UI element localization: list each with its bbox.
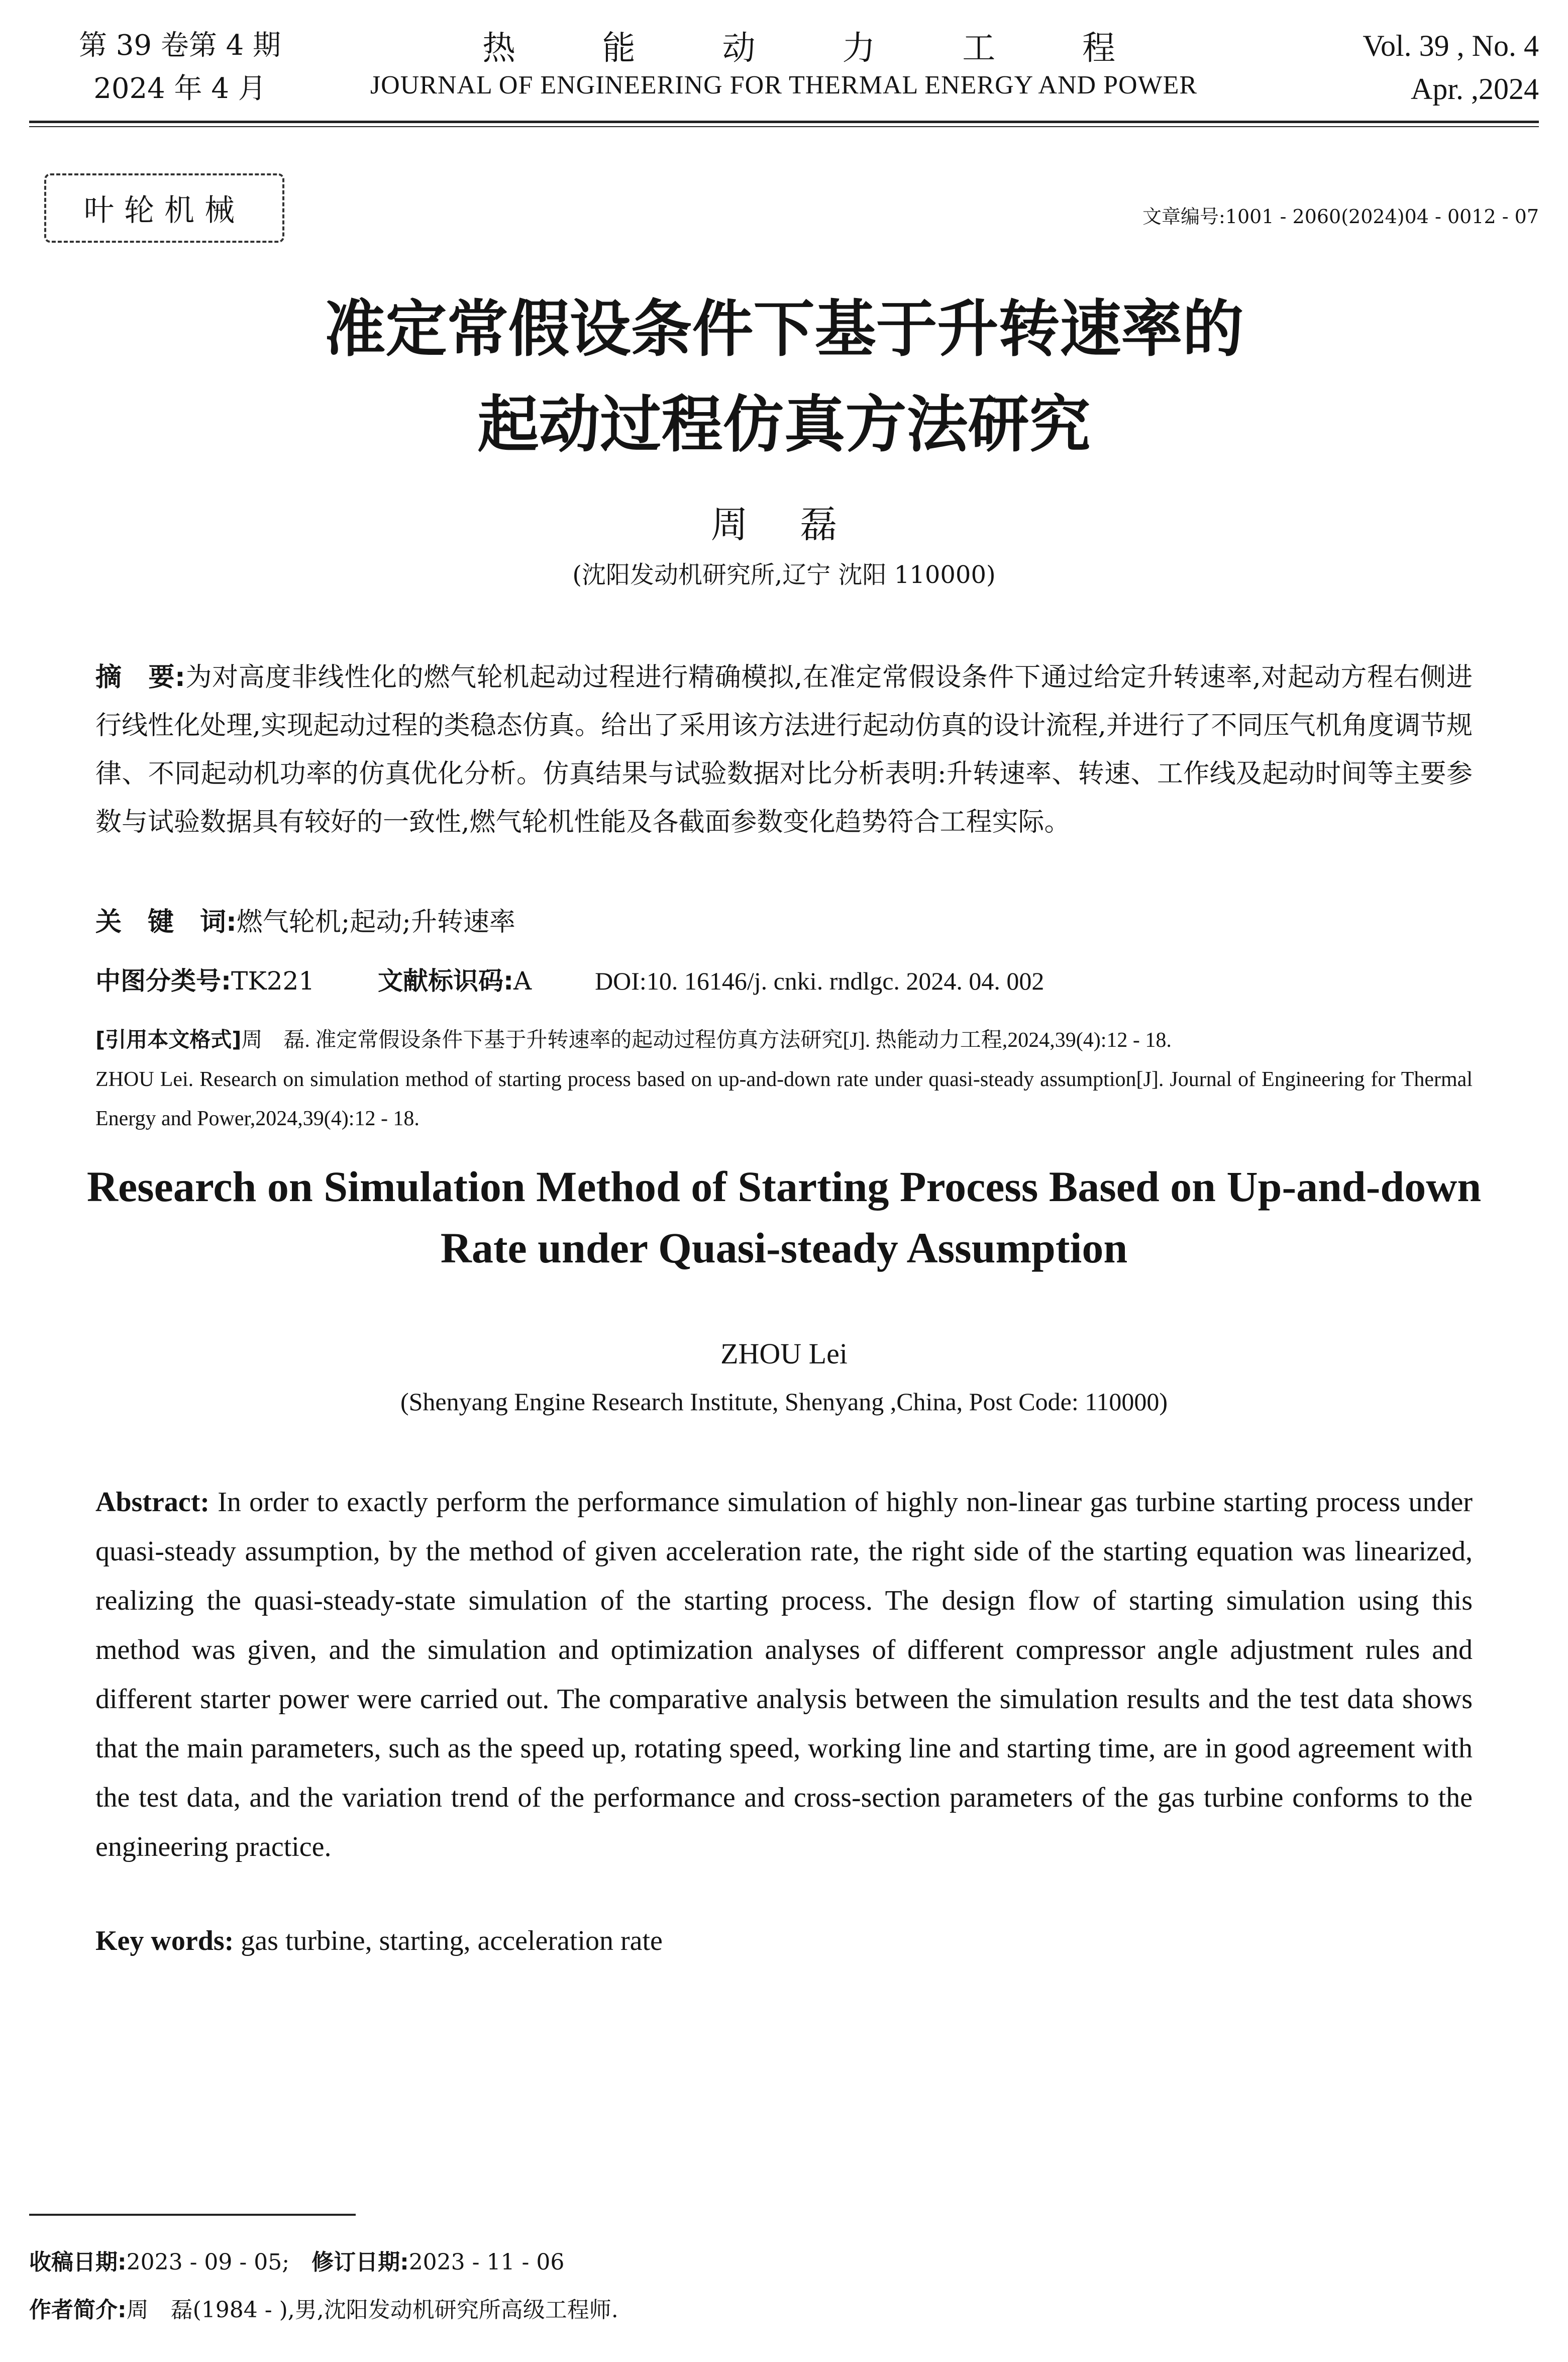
citation-label: [引用本文格式] — [95, 1027, 242, 1052]
title-en — [50, 1156, 1518, 1278]
bio-label: 作者简介: — [29, 2297, 127, 2323]
affiliation-cn: (沈阳发动机研究所,辽宁 沈阳 110000) — [572, 561, 996, 589]
citation-cn-text: 周 磊. 准定常假设条件下基于升转速率的起动过程仿真方法研究[J]. 热能动力工程,2024,39(4):12 - 18. — [241, 1029, 1172, 1052]
abstract-cn-text: 为对高度非线性化的燃气轮机起动过程进行精确模拟,在准定常假设条件下通过给定升转速率,对起动方程右侧进行线性化处理,实现起动过程的类稳态仿真。给出了采用该方法进行起动仿真的设计流程,并进行了不同压气机角度调节规律、不同起动机功率的仿真优化分析。仿真结果与试验数据对比分析表明:升转速率、转速、工作线及起动时间等主要参数与试验数据具有较好的一致性,燃气轮机性能及各截面参数变化趋势符合工程实际。 — [95, 662, 1473, 837]
keywords-cn-label: 关 键 词: — [95, 907, 237, 937]
bio-text: 周 磊(1984 - ),男,沈阳发动机研究所高级工程师. — [126, 2297, 618, 2323]
affiliation-en: (Shenyang Engine Research Institute, Shenyang ,China, Post Code: 110000) — [400, 1388, 1168, 1416]
issue-info-en — [1363, 24, 1539, 111]
date-en: Apr. ,2024 — [1411, 72, 1539, 106]
footnote-rule — [29, 2214, 356, 2216]
journal-char: 工 — [962, 29, 996, 67]
journal-char: 能 — [602, 29, 636, 67]
author-cn: 周 磊 — [710, 503, 858, 546]
abstract-cn-label: 摘 要: — [95, 662, 185, 693]
title-en-line2: Rate under Quasi-steady Assumption — [440, 1224, 1128, 1272]
revised-date: 2023 - 11 - 06 — [408, 2249, 565, 2275]
abstract-cn — [95, 653, 1473, 846]
keywords-cn — [95, 901, 515, 938]
title-cn-line1: 准定常假设条件下基于升转速率的 — [324, 293, 1244, 365]
abstract-en-text: In order to exactly perform the performance simulation of highly non-linear gas turbine starting process under quasi-steady assumption, by the method of given acceleration rate, the right side of the starting equation was linearized, realizing the quasi-steady-state simulation of the starting process. The design flow of starting simulation using this method was given, and the simulation and optimization analyses of different compressor angle adjustment rules and different starter power were carried out. The comparative analysis between the simulation results and the test data shows that the main parameters, such as the speed up, rotating speed, working line and starting time, are in good agreement with the test data, and the variation trend of the performance and cross-section parameters of the gas turbine conforms to the engineering practice. — [95, 1487, 1473, 1862]
abstract-en — [95, 1478, 1473, 1872]
citation-en: ZHOU Lei. Research on simulation method of starting process based on up-and-down rate under quasi-steady assumption[J]. Journal of Engineering for Thermal Energy and Power,2024,39(4):12 - 18. — [95, 1068, 1473, 1130]
volume-en: Vol. 39 , No. 4 — [1363, 29, 1539, 62]
author-en: ZHOU Lei — [720, 1337, 848, 1370]
keywords-en-text: gas turbine, starting, acceleration rate — [241, 1925, 663, 1956]
keywords-cn-text: 燃气轮机;起动;升转速率 — [236, 907, 515, 937]
classification-line — [95, 961, 1473, 997]
column-tag: 叶轮机械 — [44, 173, 284, 243]
journal-char: 热 — [482, 29, 515, 67]
article-number: 文章编号:1001 - 2060(2024)04 - 0012 - 07 — [1142, 206, 1539, 228]
clc-code — [95, 966, 315, 996]
clc-value: TK221 — [231, 966, 315, 996]
footnote-bio — [29, 2292, 618, 2324]
revised-label: 修订日期: — [311, 2249, 409, 2275]
citation-cn — [95, 1020, 1473, 1060]
journal-char: 程 — [1082, 29, 1115, 67]
received-date: 2023 - 09 - 05; — [126, 2249, 290, 2275]
volume-cn: 第 39 卷第 4 期 — [78, 29, 281, 62]
journal-char: 动 — [722, 29, 756, 67]
title-en-line1: Research on Simulation Method of Starting Process Based on Up-and-down — [86, 1162, 1482, 1211]
received-label: 收稿日期: — [29, 2249, 127, 2275]
doi: DOI:10. 16146/j. cnki. rndlgc. 2024. 04. 002 — [595, 967, 1044, 995]
footnote-dates — [29, 2244, 564, 2276]
citation-format — [95, 1020, 1473, 1138]
keywords-en-label: Key words: — [95, 1925, 234, 1956]
header-rule — [29, 121, 1539, 127]
journal-name-cn — [482, 21, 1115, 69]
doc-label: 文献标识码: — [378, 966, 514, 996]
title-cn-line2: 起动过程仿真方法研究 — [477, 389, 1091, 460]
issue-info-cn — [64, 24, 295, 111]
title-cn — [100, 281, 1468, 472]
date-cn: 2024 年 4 月 — [93, 72, 266, 105]
clc-label: 中图分类号: — [95, 966, 231, 996]
keywords-en — [95, 1925, 663, 1957]
doc-code — [378, 966, 532, 996]
doc-value: A — [513, 966, 532, 996]
journal-name-en: JOURNAL OF ENGINEERING FOR THERMAL ENERGY AND POWER — [370, 71, 1198, 100]
journal-char: 力 — [842, 29, 876, 67]
abstract-en-label: Abstract: — [95, 1487, 210, 1518]
